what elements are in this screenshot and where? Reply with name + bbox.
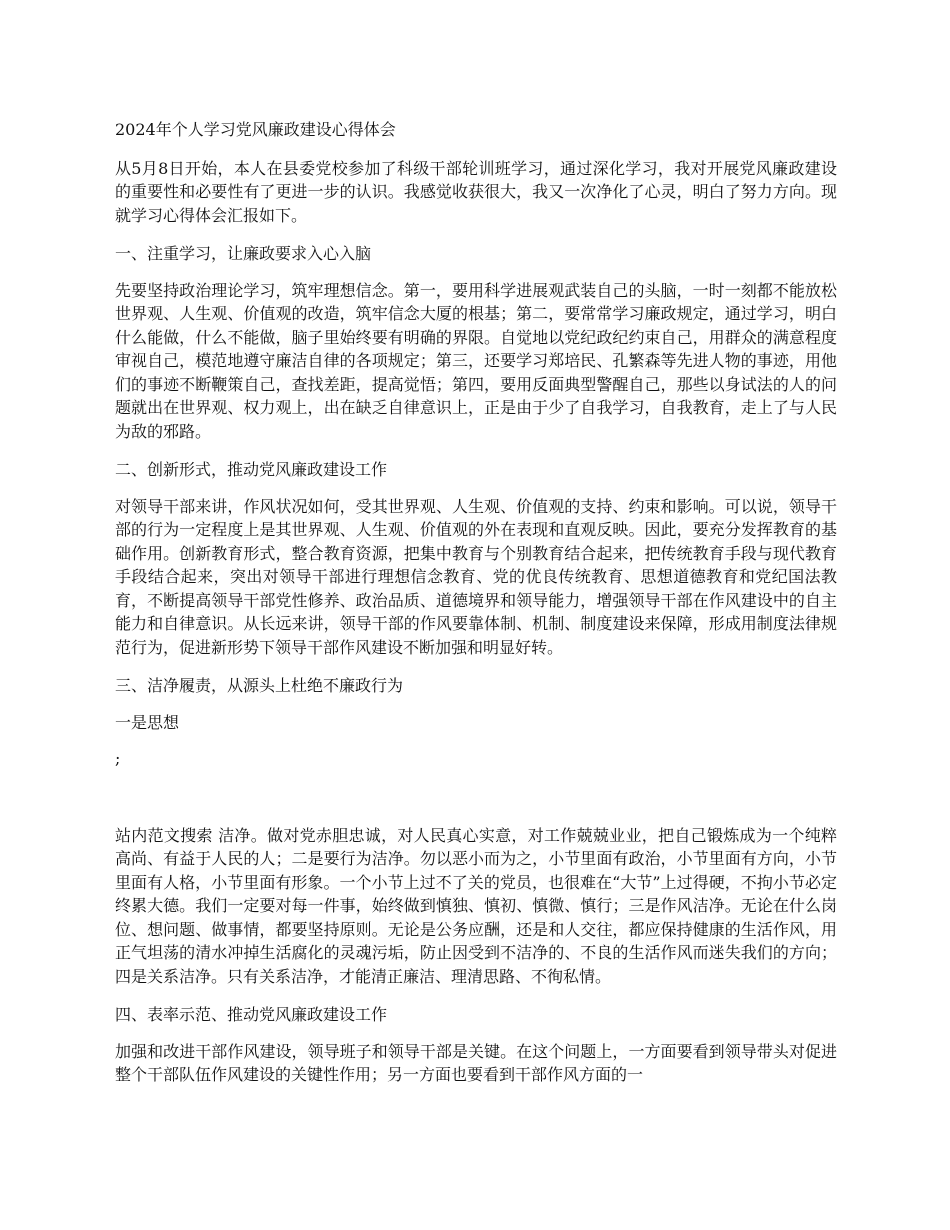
section-1-body: 先要坚持政治理论学习，筑牢理想信念。第一，要用科学进展观武装自己的头脑，一时一刻都不能放松世界观、人生观、价值观的改造，筑牢信念大厦的根基；第二，要常常学习廉政规定，通过学习，明白什么能做，什么不能做，脑子里始终要有明确的界限。自觉地以党纪政纪约束自己，用群众的满意程度审视自己，模范地遵守廉洁自律的各项规定；第三，还要学习郑培民、孔繁森等先进人物的事迹，用他们的事迹不断鞭策自己，查找差距，提高觉悟；第四，要用反面典型警醒自己，那些以身试法的人的问题就出在世界观、权力观上，出在缺乏自律意识上，正是由于少了自我学习，自我教育，走上了与人民为敌的邪路。 xyxy=(115,280,837,441)
section-3-subheading: 一是思想 xyxy=(115,712,180,732)
section-1-heading: 一、注重学习，让廉政要求入心入脑 xyxy=(115,244,372,263)
section-3-semicolon: ; xyxy=(115,749,121,768)
section-4-body: 加强和改进干部作风建设，领导班子和领导干部是关键。在这个问题上，一方面要看到领导带头对促进整个干部队伍作风建设的关键性作用；另一方面也要看到干部作风方面的一 xyxy=(115,1041,837,1084)
section-3-body: 站内范文搜索 洁净。做对党赤胆忠诚，对人民真心实意，对工作兢兢业业，把自己锻炼成为一个纯粹高尚、有益于人民的人；二是要行为洁净。勿以恶小而为之，小节里面有政治，小节里面有方向，小节里面有人格，小节里面有形象。一个小节上过不了关的党员，也很难在“大节”上过得硬，不拘小节必定终累大德。我们一定要对每一件事，始终做到慎独、慎初、慎微、慎行；三是作风洁净。无论在什么岗位、想问题、做事情，都要坚持原则。无论是公务应酬，还是和人交往，都应保持健康的生活作风，用正气坦荡的清水冲掉生活腐化的灵魂污垢，防止因受到不洁净的、不良的生活作风而迷失我们的方向；四是关系洁净。只有关系洁净，才能清正廉洁、理清思路、不徇私情。 xyxy=(115,825,837,986)
section-4-heading: 四、表率示范、推动党风廉政建设工作 xyxy=(115,1005,388,1024)
section-2-heading: 二、创新形式，推动党风廉政建设工作 xyxy=(115,460,388,479)
intro-paragraph: 从5月8日开始，本人在县委党校参加了科级干部轮训班学习，通过深化学习，我对开展党风廉政建设的重要性和必要性有了更进一步的认识。我感觉收获很大，我又一次净化了心灵，明白了努力方向。现就学习心得体会汇报如下。 xyxy=(115,158,837,225)
document-page xyxy=(115,118,837,1087)
section-2-body: 对领导干部来讲，作风状况如何，受其世界观、人生观、价值观的支持、约束和影响。可以说，领导干部的行为一定程度上是其世界观、人生观、价值观的外在表现和直观反映。因此，要充分发挥教育的基础作用。创新教育形式，整合教育资源，把集中教育与个别教育结合起来，把传统教育手段与现代教育手段结合起来，突出对领导干部进行理想信念教育、党的优良传统教育、思想道德教育和党纪国法教育，不断提高领导干部党性修养、政治品质、道德境界和领导能力，增强领导干部在作风建设中的自主能力和自律意识。从长远来讲，领导干部的作风要靠体制、机制、制度建设来保障，形成用制度法律规范行为，促进新形势下领导干部作风建设不断加强和明显好转。 xyxy=(115,496,837,657)
section-3-heading: 三、洁净履责，从源头上杜绝不廉政行为 xyxy=(115,676,404,695)
document-title: 2024年个人学习党风廉政建设心得体会 xyxy=(115,120,396,139)
